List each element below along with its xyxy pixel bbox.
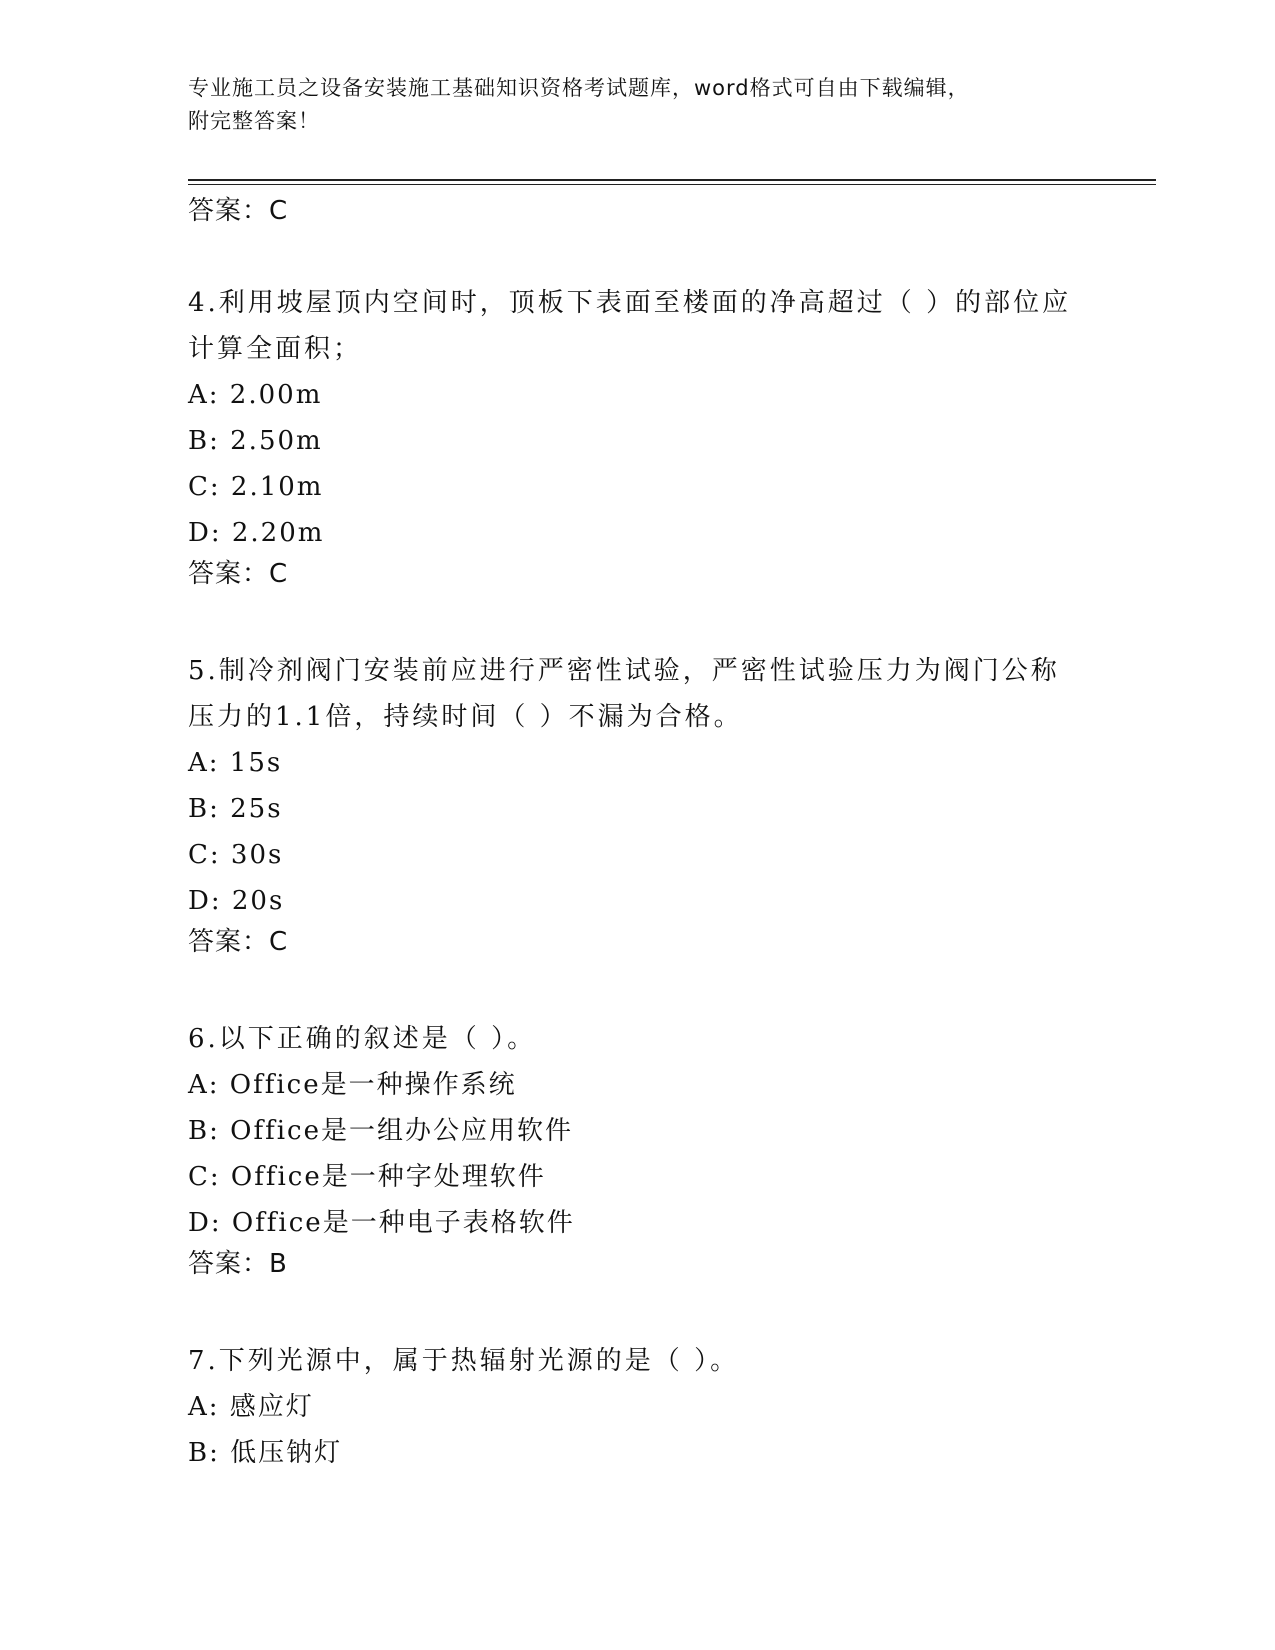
header-rule-thin <box>188 184 1156 185</box>
question-text: 6.以下正确的叙述是（ ）。 <box>188 1024 537 1054</box>
answer-label: 答案：B <box>188 1249 288 1279</box>
option-d: D: 20s <box>188 886 285 916</box>
question-list <box>188 280 1088 1522</box>
option-a: A: 感应灯 <box>188 1392 314 1422</box>
document-header <box>188 72 1068 138</box>
option-c: C: 2.10m <box>188 472 324 502</box>
question-text: 4.利用坡屋顶内空间时，顶板下表面至楼面的净高超过（ ）的部位应计算全面积； <box>188 288 1072 364</box>
option-d: D: 2.20m <box>188 518 325 548</box>
question-text: 5.制冷剂阀门安装前应进行严密性试验，严密性试验压力为阀门公称压力的1.1倍，持续时间（ ）不漏为合格。 <box>188 656 1060 732</box>
header-line-2: 附完整答案！ <box>188 109 320 133</box>
option-d: D: Office是一种电子表格软件 <box>188 1208 575 1238</box>
header-line-1: 专业施工员之设备安装施工基础知识资格考试题库，word格式可自由下载编辑， <box>188 76 970 100</box>
option-b: B: 2.50m <box>188 426 323 456</box>
question-7 <box>188 1338 1088 1476</box>
question-4 <box>188 280 1088 602</box>
question-6 <box>188 1016 1088 1292</box>
answer-label: 答案：C <box>188 927 289 957</box>
question-5 <box>188 648 1088 970</box>
option-b: B: 25s <box>188 794 283 824</box>
option-a: A: 2.00m <box>188 380 323 410</box>
option-b: B: Office是一组办公应用软件 <box>188 1116 573 1146</box>
option-b: B: 低压钠灯 <box>188 1438 343 1468</box>
option-a: A: 15s <box>188 748 283 778</box>
question-text: 7.下列光源中，属于热辐射光源的是（ ）。 <box>188 1346 740 1376</box>
answer-label: 答案：C <box>188 559 289 589</box>
option-c: C: 30s <box>188 840 284 870</box>
option-c: C: Office是一种字处理软件 <box>188 1162 546 1192</box>
answer-label: 答案：C <box>188 196 289 226</box>
option-a: A: Office是一种操作系统 <box>188 1070 517 1100</box>
header-rule-thick <box>188 179 1156 181</box>
